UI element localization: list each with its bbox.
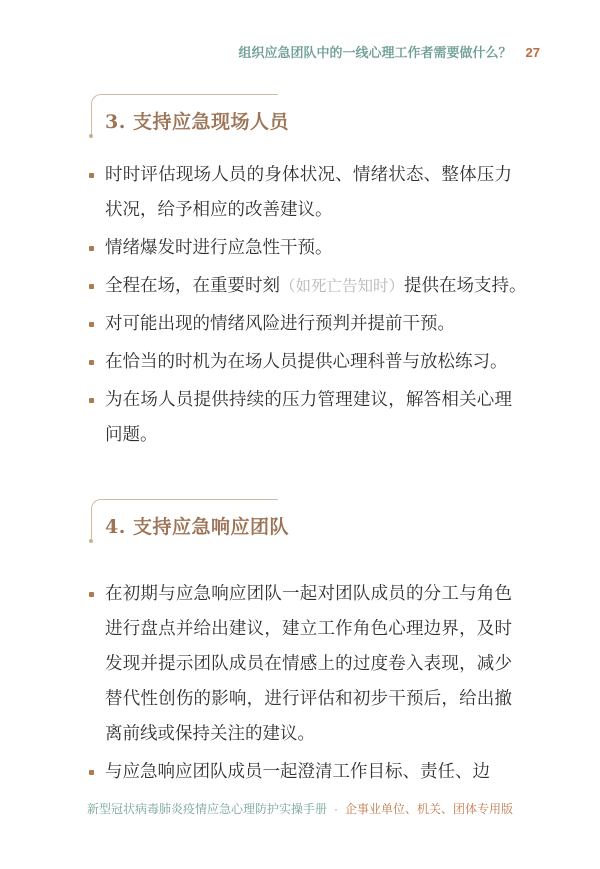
list-item <box>88 345 512 380</box>
bullet-dot-icon <box>89 360 94 365</box>
list-item-text: 全程在场，在重要时刻 <box>105 276 280 296</box>
list-item-text: 与应急响应团队成员一起澄清工作目标、责任、边 <box>105 762 490 782</box>
section-4-bullet-list <box>88 577 512 793</box>
list-item-text: 为在场人员提供持续的压力管理建议，解答相关心理问题。 <box>105 390 512 445</box>
list-item <box>88 158 512 228</box>
running-header <box>239 45 540 61</box>
list-item-parenthetical-note: （如死亡告知时） <box>280 277 405 295</box>
running-footer <box>0 802 600 817</box>
page-number: 27 <box>525 45 540 60</box>
section-3-heading <box>88 94 512 142</box>
bullet-dot-icon <box>89 592 94 597</box>
section-4-heading-text: 4. 支持应急响应团队 <box>105 516 289 538</box>
bullet-dot-icon <box>89 322 94 327</box>
bullet-dot-icon <box>89 284 94 289</box>
footer-book-title: 新型冠状病毒肺炎疫情应急心理防护实操手册 <box>86 802 327 816</box>
footer-separator-dot: · <box>334 802 338 816</box>
list-item <box>88 231 512 266</box>
list-item-text: 提供在场支持。 <box>404 276 527 296</box>
footer-edition-label: 企事业单位、机关、团体专用版 <box>345 802 514 816</box>
list-item-text: 在初期与应急响应团队一起对团队成员的分工与角色进行盘点并给出建议，建立工作角色心理边界，及时发现并提示团队成员在情感上的过度卷入表现，减少替代性创伤的影响，进行评估和初步干预后，给出撤离前线或保持关注的建议。 <box>105 584 512 744</box>
section-4-heading <box>88 499 512 547</box>
list-item-text: 对可能出现的情绪风险进行预判并提前干预。 <box>105 314 455 334</box>
list-item <box>88 755 512 790</box>
list-item <box>88 577 512 752</box>
bullet-dot-icon <box>89 246 94 251</box>
heading-corner-line-decoration <box>91 94 278 134</box>
list-item-text: 时时评估现场人员的身体状况、情绪状态、整体压力状况，给予相应的改善建议。 <box>105 165 512 220</box>
bullet-dot-icon <box>89 173 94 178</box>
list-item <box>88 307 512 342</box>
list-item-text: 情绪爆发时进行应急性干预。 <box>105 238 333 258</box>
section-3-heading-text: 3. 支持应急现场人员 <box>105 111 289 133</box>
heading-corner-line-decoration <box>91 499 278 539</box>
list-item-text: 在恰当的时机为在场人员提供心理科普与放松练习。 <box>105 352 508 372</box>
bullet-dot-icon <box>89 770 94 775</box>
bullet-dot-icon <box>89 398 94 403</box>
list-item <box>88 383 512 453</box>
running-header-title: 组织应急团队中的一线心理工作者需要做什么？ <box>238 45 512 60</box>
section-3-bullet-list <box>88 158 527 456</box>
list-item <box>88 269 527 304</box>
